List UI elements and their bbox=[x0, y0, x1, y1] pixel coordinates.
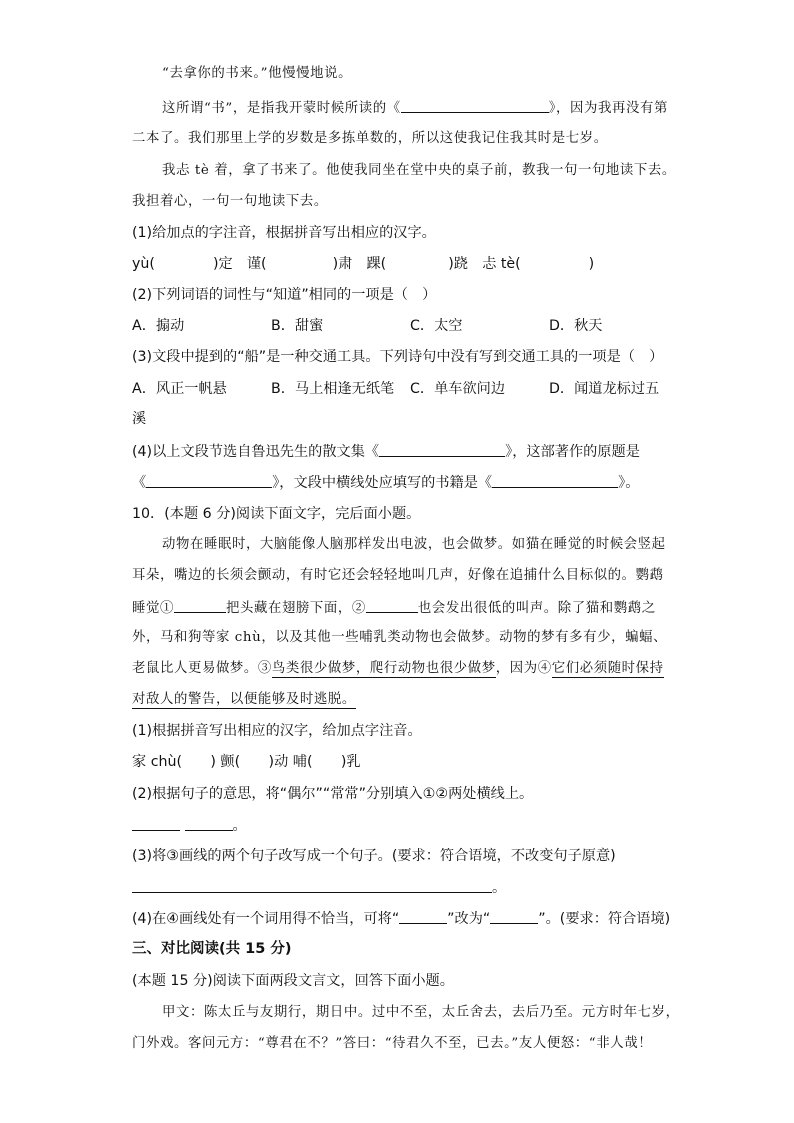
word-to-blank[interactable] bbox=[490, 908, 538, 924]
question-2: (2)下列词语的词性与“知道”相同的一项是（ ） bbox=[132, 287, 437, 303]
reading-line-2: 耳朵，嘴边的长须会颤动，有时它还会轻轻地叫几声，好像在追捕什么目标似的。鹦鹉 bbox=[132, 568, 664, 583]
option-a[interactable]: A．搧动 bbox=[132, 318, 185, 334]
reading-line-1: 动物在睡眠时，大脑能像人脑那样发出电波，也会做梦。如猫在睡觉的时候会竖起 bbox=[162, 537, 666, 552]
book-title-blank[interactable] bbox=[401, 97, 549, 113]
option-a[interactable]: A．风正一帆悬 bbox=[132, 381, 227, 397]
question-3-options bbox=[132, 379, 659, 399]
question-1: (1)给加点的字注音，根据拼音写出相应的汉字。 bbox=[132, 225, 436, 241]
reading-line-3: 睡觉① 把头藏在翅膀下面，② 也会发出很低的叫声。除了猫和鹦鹉之 bbox=[132, 597, 656, 619]
passage-line-2: 这所谓“书”，是指我开蒙时候所读的《 》，因为我再没有第 bbox=[162, 97, 668, 119]
blank-1[interactable] bbox=[174, 597, 226, 613]
sub-question-2-blanks: 。 bbox=[132, 815, 247, 836]
sub-question-2: (2)根据句子的意思，将“偶尔”“常常”分别填入①②两处横线上。 bbox=[132, 786, 534, 802]
original-title-blank[interactable] bbox=[146, 472, 272, 488]
option-d[interactable]: D．秋天 bbox=[549, 318, 603, 334]
question-10-heading: 10．(本题 6 分)阅读下面文字，完后面小题。 bbox=[132, 506, 421, 522]
sub-question-3: (3)将③画线的两个句子改写成一个句子。(要求：符合语境，不改变句子原意) bbox=[132, 848, 616, 864]
option-d[interactable]: D．闻道龙标过五 bbox=[549, 381, 660, 397]
passage-line-3: 二本了。我们那里上学的岁数是多拣单数的，所以这使我记住我其时是七岁。 bbox=[132, 131, 608, 146]
option-c[interactable]: C．单车欲问边 bbox=[410, 381, 506, 397]
question-1-blanks: yù( )定 谨( )肃 踝( )跷 忐 tè( ) bbox=[132, 256, 595, 272]
question-4: (4)以上文段节选自鲁迅先生的散文集《 》，这部著作的原题是 bbox=[132, 441, 640, 462]
underlined-phrase-4: 它们必须随时保持 bbox=[551, 661, 664, 676]
sub-question-1: (1)根据拼音写出相应的汉字，给加点字注音。 bbox=[132, 723, 422, 739]
section-heading: 三、对比阅读(共 15 分) bbox=[132, 941, 292, 957]
passage-line-4: 我忐 tè 着，拿了书来了。他使我同坐在堂中央的桌子前，教我一句一句地读下去。 bbox=[162, 163, 676, 178]
book-name-blank[interactable] bbox=[492, 472, 618, 488]
underlined-phrase-4-end: 对敌人的警告，以便能够及时逃脱。 bbox=[132, 692, 356, 707]
option-b[interactable]: B．马上相逢无纸笔 bbox=[271, 381, 395, 397]
sub-question-4: (4)在④画线处有一个词用得不恰当，可将“ ”改为“ ”。(要求：符合语境) bbox=[132, 908, 670, 929]
sub-question-1-blanks[interactable]: 家 chù( ) 颤( )动 哺( )乳 bbox=[132, 754, 361, 770]
option-c[interactable]: C．太空 bbox=[410, 318, 463, 334]
answer-line[interactable] bbox=[132, 877, 492, 893]
reading-line-5: 老鼠比人更易做梦。③鸟类很少做梦，爬行动物也很少做梦，因为④它们必须随时保持 bbox=[132, 661, 664, 676]
question-4-line-2: 《 》，文段中横线处应填写的书籍是《 》。 bbox=[132, 472, 639, 493]
passage-line-1: “去拿你的书来。”他慢慢地说。 bbox=[162, 66, 353, 81]
answer-blank[interactable] bbox=[132, 815, 180, 831]
sub-question-3-answer: 。 bbox=[132, 877, 506, 898]
answer-blank[interactable] bbox=[185, 815, 233, 831]
question-2-options bbox=[132, 316, 603, 336]
question-3: (3)文段中提到的“船”是一种交通工具。下列诗句中没有写到交通工具的一项是（ ） bbox=[132, 349, 664, 365]
option-b[interactable]: B．甜蜜 bbox=[271, 318, 324, 334]
classical-text-line-1: 甲文：陈太丘与友期行，期日中。过中不至，太丘舍去，去后乃至。元方时年七岁， bbox=[162, 1005, 680, 1020]
passage-line-5: 我担着心，一句一句地读下去。 bbox=[132, 194, 328, 209]
question-3-wrap: 溪 bbox=[132, 411, 147, 427]
underlined-sentence-3: 鸟类很少做梦，爬行动物也很少做梦 bbox=[271, 661, 496, 676]
collection-name-blank[interactable] bbox=[379, 441, 505, 457]
reading-line-4: 外，马和狗等家 chù，以及其他一些哺乳类动物也会做梦。动物的梦有多有少，蝙蝠、 bbox=[132, 630, 668, 645]
section-question: (本题 15 分)阅读下面两段文言文，回答下面小题。 bbox=[132, 973, 454, 989]
blank-2[interactable] bbox=[366, 597, 418, 613]
classical-text-line-2: 门外戏。客问元方：“尊君在不？”答曰：“待君久不至，已去。”友人便怒：“非人哉！ bbox=[132, 1036, 653, 1051]
word-from-blank[interactable] bbox=[399, 908, 447, 924]
